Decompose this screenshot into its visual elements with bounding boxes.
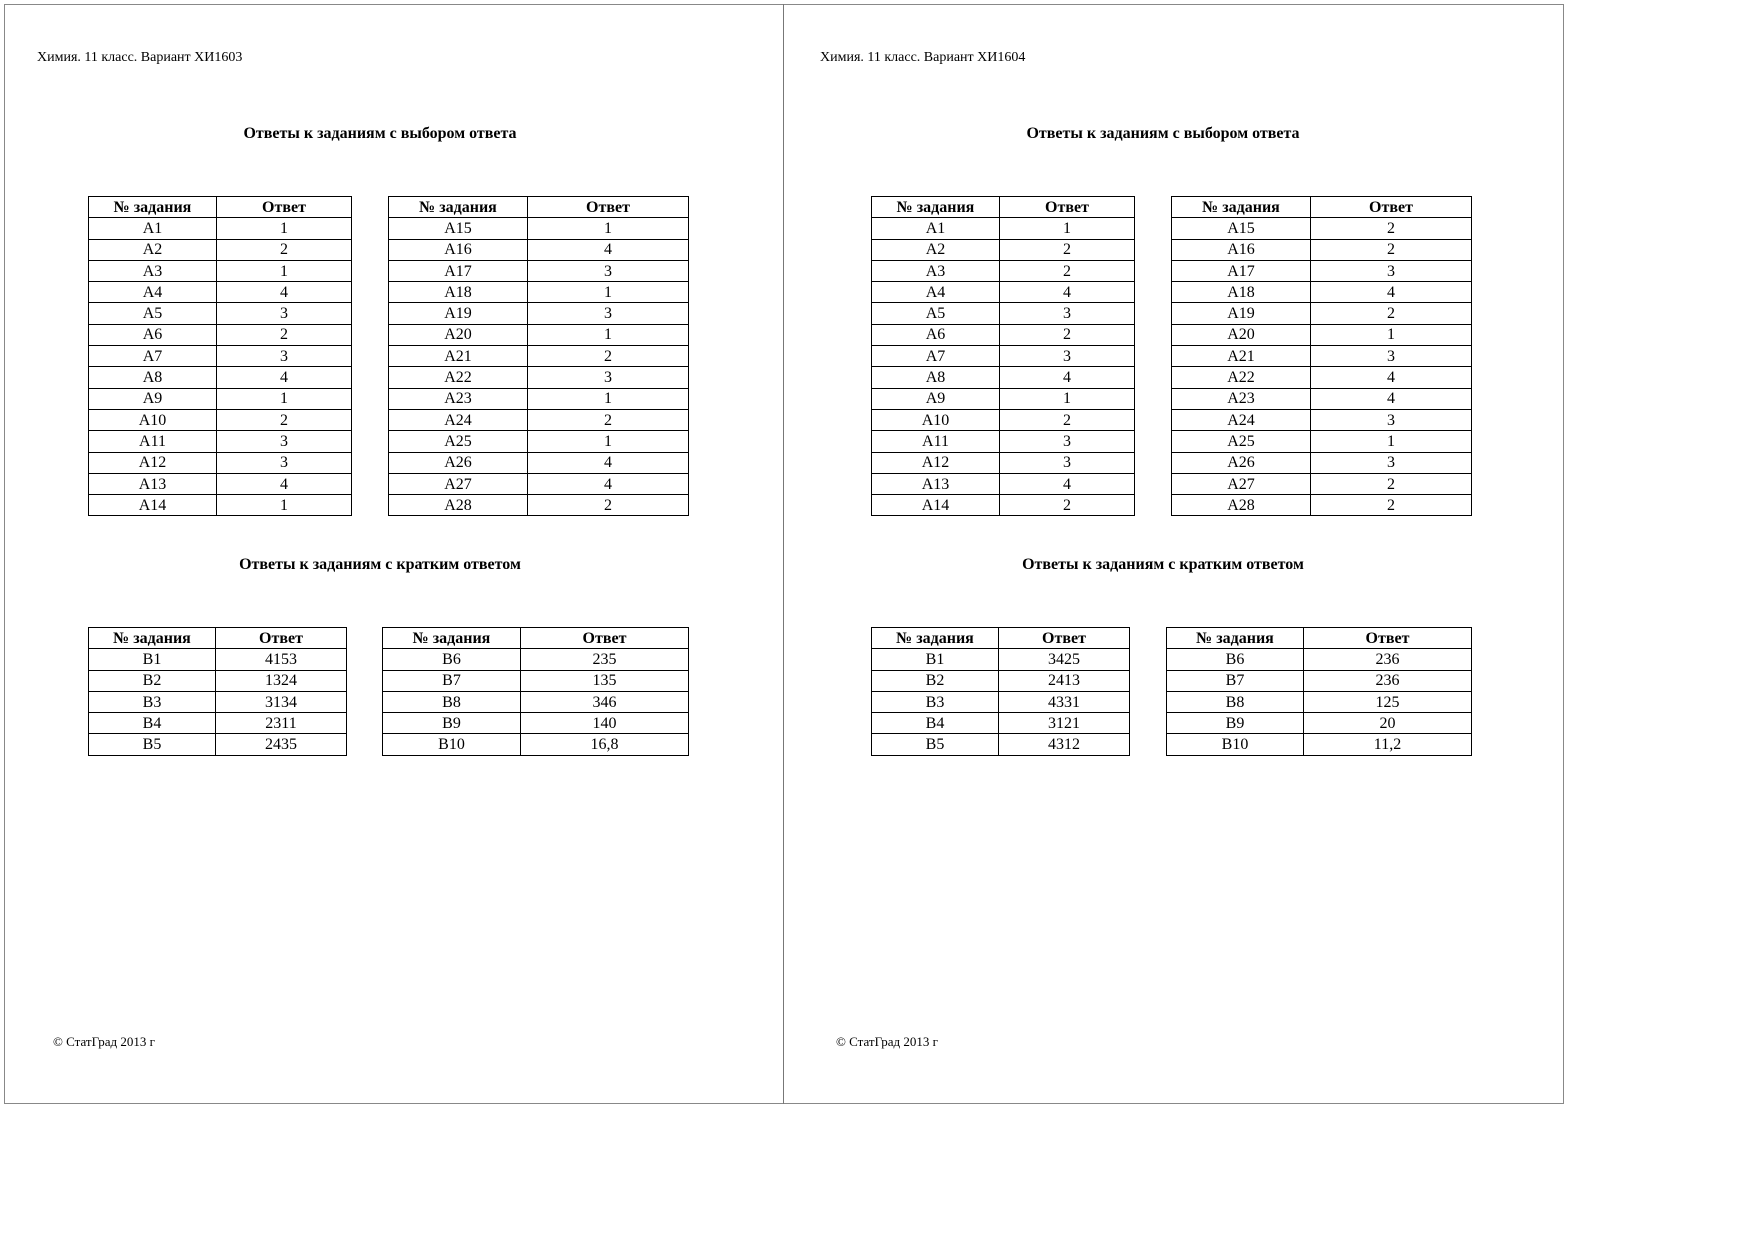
- table-row: [389, 260, 689, 281]
- task-number-cell: А3: [89, 260, 217, 281]
- task-number-cell: В5: [89, 734, 216, 755]
- table-row: [89, 473, 352, 494]
- task-number-cell: А8: [89, 367, 217, 388]
- table-multiple-choice-left: [871, 196, 1135, 516]
- answer-cell: 1: [217, 218, 352, 239]
- table-row: [872, 367, 1135, 388]
- section-title-multiple-choice: Ответы к заданиям с выбором ответа: [243, 125, 517, 142]
- table-row: [89, 649, 347, 670]
- answer-cell: 1: [528, 218, 689, 239]
- answer-cell: 2413: [999, 670, 1130, 691]
- task-number-cell: А3: [872, 260, 1000, 281]
- task-number-cell: А15: [1172, 218, 1311, 239]
- column-header-answer: Ответ: [217, 197, 352, 218]
- table-row: [872, 473, 1135, 494]
- task-number-cell: А25: [1172, 431, 1311, 452]
- column-header-answer: Ответ: [1304, 628, 1472, 649]
- answer-cell: 3: [1000, 452, 1135, 473]
- answer-cell: 3: [528, 303, 689, 324]
- task-number-cell: А7: [89, 346, 217, 367]
- task-number-cell: А12: [89, 452, 217, 473]
- answer-cell: 4: [1000, 473, 1135, 494]
- table-row: [389, 282, 689, 303]
- table-row: [383, 649, 689, 670]
- task-number-cell: В4: [89, 713, 216, 734]
- answer-cell: 2: [528, 346, 689, 367]
- table-row: [89, 324, 352, 345]
- table-row: [872, 260, 1135, 281]
- table-row: [389, 495, 689, 516]
- task-number-cell: А7: [872, 346, 1000, 367]
- task-number-cell: А21: [389, 346, 528, 367]
- page-variant-1603: [0, 0, 784, 1110]
- page-header: Химия. 11 класс. Вариант ХИ1604: [820, 50, 1026, 65]
- task-number-cell: А6: [872, 324, 1000, 345]
- table-row: [89, 367, 352, 388]
- table-row: [872, 346, 1135, 367]
- answer-cell: 2: [528, 495, 689, 516]
- column-header-task: № задания: [383, 628, 521, 649]
- task-number-cell: В6: [383, 649, 521, 670]
- answer-cell: 3: [1000, 346, 1135, 367]
- table-row: [1167, 649, 1472, 670]
- table-row: [872, 239, 1135, 260]
- table-row: [383, 691, 689, 712]
- task-number-cell: А2: [872, 239, 1000, 260]
- column-header-answer: Ответ: [528, 197, 689, 218]
- answer-cell: 1: [528, 431, 689, 452]
- answer-cell: 135: [521, 670, 689, 691]
- answer-cell: 4: [1000, 367, 1135, 388]
- table-row: [89, 260, 352, 281]
- column-header-answer: Ответ: [216, 628, 347, 649]
- answer-cell: 4: [1311, 282, 1472, 303]
- task-number-cell: В4: [872, 713, 999, 734]
- answer-cell: 2: [1000, 324, 1135, 345]
- table-row: [389, 324, 689, 345]
- task-number-cell: А6: [89, 324, 217, 345]
- task-number-cell: А9: [89, 388, 217, 409]
- answer-cell: 4: [217, 473, 352, 494]
- table-row: [89, 388, 352, 409]
- table-row: [1172, 367, 1472, 388]
- answer-cell: 3: [1311, 346, 1472, 367]
- table-row: [389, 388, 689, 409]
- answer-cell: 20: [1304, 713, 1472, 734]
- answer-cell: 1: [1000, 218, 1135, 239]
- task-number-cell: В1: [872, 649, 999, 670]
- answer-cell: 2: [1311, 218, 1472, 239]
- task-number-cell: А1: [872, 218, 1000, 239]
- table-row: [89, 452, 352, 473]
- task-number-cell: А17: [1172, 260, 1311, 281]
- task-number-cell: А27: [1172, 473, 1311, 494]
- answer-cell: 1324: [216, 670, 347, 691]
- answer-cell: 125: [1304, 691, 1472, 712]
- table-row: [383, 670, 689, 691]
- page-header: Химия. 11 класс. Вариант ХИ1603: [37, 50, 243, 65]
- table-row: [1167, 713, 1472, 734]
- column-header-task: № задания: [389, 197, 528, 218]
- task-number-cell: А20: [1172, 324, 1311, 345]
- table-multiple-choice-left: [88, 196, 352, 516]
- task-number-cell: А10: [89, 409, 217, 430]
- task-number-cell: В2: [872, 670, 999, 691]
- table-row: [872, 649, 1130, 670]
- table-row: [1172, 239, 1472, 260]
- table-row: [872, 324, 1135, 345]
- answer-cell: 236: [1304, 670, 1472, 691]
- table-multiple-choice-right: [388, 196, 689, 516]
- table-row: [389, 473, 689, 494]
- table-row: [383, 713, 689, 734]
- table-row: [1172, 452, 1472, 473]
- task-number-cell: А5: [89, 303, 217, 324]
- task-number-cell: А28: [1172, 495, 1311, 516]
- task-number-cell: А21: [1172, 346, 1311, 367]
- table-row: [872, 713, 1130, 734]
- answer-cell: 3: [217, 431, 352, 452]
- task-number-cell: А14: [872, 495, 1000, 516]
- column-header-task: № задания: [1172, 197, 1311, 218]
- task-number-cell: В8: [383, 691, 521, 712]
- answer-cell: 4: [1311, 367, 1472, 388]
- answer-cell: 3: [217, 303, 352, 324]
- answer-cell: 1: [528, 388, 689, 409]
- table-row: [872, 218, 1135, 239]
- task-number-cell: В7: [1167, 670, 1304, 691]
- task-number-cell: В10: [383, 734, 521, 755]
- section-title-short-answer: Ответы к заданиям с кратким ответом: [239, 556, 521, 573]
- answer-cell: 2311: [216, 713, 347, 734]
- column-header-task: № задания: [872, 628, 999, 649]
- task-number-cell: А2: [89, 239, 217, 260]
- table-row: [872, 409, 1135, 430]
- task-number-cell: А12: [872, 452, 1000, 473]
- answer-cell: 2: [1311, 473, 1472, 494]
- answer-cell: 2: [1311, 303, 1472, 324]
- column-header-answer: Ответ: [999, 628, 1130, 649]
- table-row: [1172, 388, 1472, 409]
- answer-cell: 3134: [216, 691, 347, 712]
- table-row: [872, 431, 1135, 452]
- table-row: [1172, 260, 1472, 281]
- table-multiple-choice-right: [1171, 196, 1472, 516]
- table-row: [389, 346, 689, 367]
- task-number-cell: А8: [872, 367, 1000, 388]
- table-row: [89, 691, 347, 712]
- table-row: [1172, 324, 1472, 345]
- table-row: [1172, 303, 1472, 324]
- answer-cell: 1: [1000, 388, 1135, 409]
- answer-cell: 4: [528, 239, 689, 260]
- task-number-cell: В6: [1167, 649, 1304, 670]
- answer-cell: 4: [528, 452, 689, 473]
- task-number-cell: В9: [1167, 713, 1304, 734]
- table-short-answer-left: [88, 627, 347, 756]
- answer-cell: 3425: [999, 649, 1130, 670]
- column-header-answer: Ответ: [521, 628, 689, 649]
- table-row: [389, 409, 689, 430]
- task-number-cell: А14: [89, 495, 217, 516]
- answer-cell: 4153: [216, 649, 347, 670]
- task-number-cell: А17: [389, 260, 528, 281]
- task-number-cell: А19: [389, 303, 528, 324]
- task-number-cell: В3: [872, 691, 999, 712]
- table-row: [89, 670, 347, 691]
- table-row: [1172, 495, 1472, 516]
- answer-cell: 1: [528, 324, 689, 345]
- table-row: [872, 282, 1135, 303]
- column-header-task: № задания: [1167, 628, 1304, 649]
- answer-cell: 1: [528, 282, 689, 303]
- task-number-cell: В5: [872, 734, 999, 755]
- task-number-cell: А18: [1172, 282, 1311, 303]
- answer-cell: 346: [521, 691, 689, 712]
- table-row: [389, 452, 689, 473]
- table-row: [389, 367, 689, 388]
- table-row: [872, 388, 1135, 409]
- task-number-cell: А26: [389, 452, 528, 473]
- answer-cell: 3: [1000, 431, 1135, 452]
- table-row: [389, 239, 689, 260]
- table-row: [89, 303, 352, 324]
- task-number-cell: А28: [389, 495, 528, 516]
- task-number-cell: А24: [1172, 409, 1311, 430]
- task-number-cell: А25: [389, 431, 528, 452]
- table-row: [1172, 218, 1472, 239]
- task-number-cell: А27: [389, 473, 528, 494]
- table-row: [89, 346, 352, 367]
- answer-cell: 4: [217, 282, 352, 303]
- table-row: [89, 713, 347, 734]
- table-row: [389, 218, 689, 239]
- table-short-answer-left: [871, 627, 1130, 756]
- task-number-cell: А5: [872, 303, 1000, 324]
- answer-cell: 2: [1000, 239, 1135, 260]
- task-number-cell: А24: [389, 409, 528, 430]
- task-number-cell: А16: [389, 239, 528, 260]
- task-number-cell: А18: [389, 282, 528, 303]
- answer-cell: 3: [1311, 409, 1472, 430]
- task-number-cell: А23: [389, 388, 528, 409]
- answer-cell: 4: [1000, 282, 1135, 303]
- answer-cell: 4: [528, 473, 689, 494]
- answer-cell: 1: [217, 260, 352, 281]
- answer-cell: 4: [1311, 388, 1472, 409]
- section-title-short-answer: Ответы к заданиям с кратким ответом: [1022, 556, 1304, 573]
- task-number-cell: А19: [1172, 303, 1311, 324]
- column-header-answer: Ответ: [1311, 197, 1472, 218]
- section-title-multiple-choice: Ответы к заданиям с выбором ответа: [1026, 125, 1300, 142]
- task-number-cell: А13: [89, 473, 217, 494]
- task-number-cell: А1: [89, 218, 217, 239]
- table-row: [1167, 691, 1472, 712]
- task-number-cell: В1: [89, 649, 216, 670]
- table-row: [1172, 431, 1472, 452]
- table-row: [872, 734, 1130, 755]
- answer-cell: 3: [217, 346, 352, 367]
- table-row: [1172, 346, 1472, 367]
- task-number-cell: А11: [89, 431, 217, 452]
- page-footer-copyright: © СтатГрад 2013 г: [53, 1034, 155, 1049]
- task-number-cell: В3: [89, 691, 216, 712]
- task-number-cell: А22: [1172, 367, 1311, 388]
- answer-cell: 1: [217, 495, 352, 516]
- answer-cell: 236: [1304, 649, 1472, 670]
- table-row: [89, 734, 347, 755]
- task-number-cell: В9: [383, 713, 521, 734]
- task-number-cell: В8: [1167, 691, 1304, 712]
- table-row: [1172, 282, 1472, 303]
- table-row: [872, 691, 1130, 712]
- table-row: [89, 495, 352, 516]
- answer-cell: 3: [1311, 260, 1472, 281]
- task-number-cell: А13: [872, 473, 1000, 494]
- task-number-cell: А22: [389, 367, 528, 388]
- task-number-cell: В2: [89, 670, 216, 691]
- answer-cell: 3: [528, 367, 689, 388]
- page-variant-1604: [783, 0, 1567, 1110]
- table-row: [872, 452, 1135, 473]
- task-number-cell: А4: [872, 282, 1000, 303]
- answer-cell: 140: [521, 713, 689, 734]
- table-row: [1167, 734, 1472, 755]
- answer-cell: 1: [217, 388, 352, 409]
- table-row: [89, 431, 352, 452]
- column-header-task: № задания: [89, 628, 216, 649]
- table-row: [89, 282, 352, 303]
- answer-cell: 2: [1000, 495, 1135, 516]
- table-row: [89, 239, 352, 260]
- table-row: [1172, 473, 1472, 494]
- answer-cell: 16,8: [521, 734, 689, 755]
- table-row: [872, 303, 1135, 324]
- answer-cell: 3: [528, 260, 689, 281]
- table-row: [872, 495, 1135, 516]
- answer-cell: 3: [1311, 452, 1472, 473]
- answer-cell: 2: [217, 409, 352, 430]
- answer-cell: 2: [1000, 409, 1135, 430]
- table-row: [872, 670, 1130, 691]
- task-number-cell: А23: [1172, 388, 1311, 409]
- answer-cell: 4331: [999, 691, 1130, 712]
- answer-cell: 2: [1000, 260, 1135, 281]
- task-number-cell: А26: [1172, 452, 1311, 473]
- table-row: [383, 734, 689, 755]
- task-number-cell: А4: [89, 282, 217, 303]
- answer-cell: 4312: [999, 734, 1130, 755]
- table-short-answer-right: [1166, 627, 1472, 756]
- answer-cell: 2: [1311, 239, 1472, 260]
- table-row: [389, 431, 689, 452]
- answer-cell: 3121: [999, 713, 1130, 734]
- table-row: [1172, 409, 1472, 430]
- task-number-cell: В10: [1167, 734, 1304, 755]
- table-row: [89, 409, 352, 430]
- task-number-cell: А9: [872, 388, 1000, 409]
- answer-cell: 1: [1311, 431, 1472, 452]
- answer-cell: 235: [521, 649, 689, 670]
- table-short-answer-right: [382, 627, 689, 756]
- answer-cell: 3: [217, 452, 352, 473]
- answer-cell: 2: [217, 239, 352, 260]
- answer-cell: 11,2: [1304, 734, 1472, 755]
- task-number-cell: А10: [872, 409, 1000, 430]
- column-header-task: № задания: [89, 197, 217, 218]
- column-header-answer: Ответ: [1000, 197, 1135, 218]
- page-footer-copyright: © СтатГрад 2013 г: [836, 1034, 938, 1049]
- answer-cell: 2: [1311, 495, 1472, 516]
- answer-cell: 4: [217, 367, 352, 388]
- table-row: [1167, 670, 1472, 691]
- table-row: [89, 218, 352, 239]
- task-number-cell: А16: [1172, 239, 1311, 260]
- answer-cell: 2435: [216, 734, 347, 755]
- answer-cell: 2: [217, 324, 352, 345]
- column-header-task: № задания: [872, 197, 1000, 218]
- table-row: [389, 303, 689, 324]
- answer-cell: 1: [1311, 324, 1472, 345]
- task-number-cell: А15: [389, 218, 528, 239]
- task-number-cell: В7: [383, 670, 521, 691]
- answer-cell: 3: [1000, 303, 1135, 324]
- answer-cell: 2: [528, 409, 689, 430]
- task-number-cell: А20: [389, 324, 528, 345]
- task-number-cell: А11: [872, 431, 1000, 452]
